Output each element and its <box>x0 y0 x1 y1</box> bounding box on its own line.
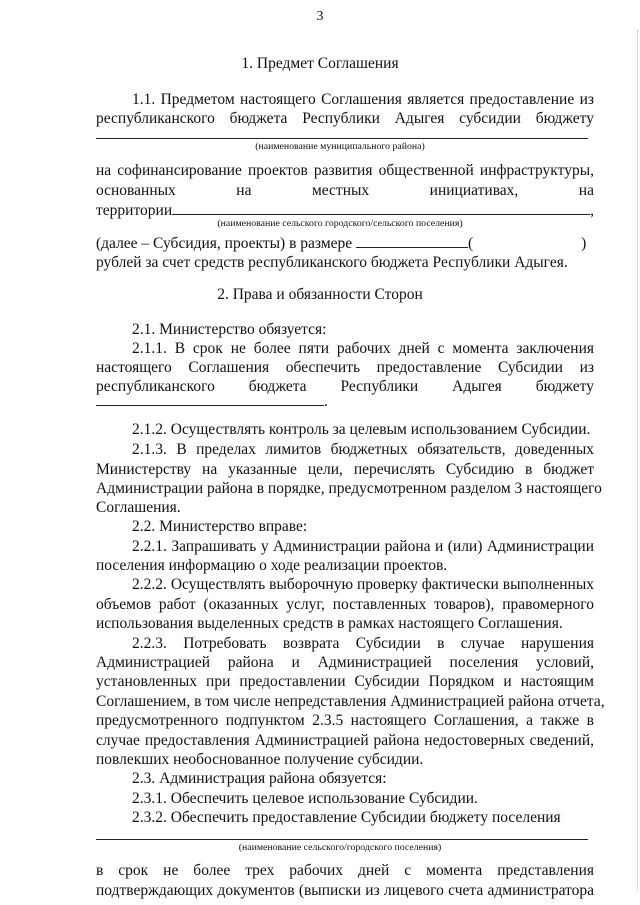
close-paren: ) <box>581 235 587 252</box>
item-2-1-1-line-3: республиканского бюджета Республики Адыгея бюджету <box>96 378 594 395</box>
item-2-2: 2.2. Министерство вправе: <box>132 518 308 535</box>
settlement-name-blank <box>172 202 590 215</box>
para-1-1-line-4: основанных на местных инициативах, на <box>96 182 594 199</box>
item-2-1: 2.1. Министерство обязуется: <box>132 321 327 338</box>
item-2-2-2-line-2: объемов работ (оказанных услуг, поставленных товаров), правомерного <box>96 596 594 613</box>
district-name-blank <box>96 138 588 139</box>
item-2-2-3-line-1: 2.2.3. Потребовать возврата Субсидии в случае нарушения <box>132 635 594 652</box>
settlement-blank <box>96 393 324 406</box>
item-2-2-3-line-6: случае предоставления Администрацией района недостоверных сведений, <box>96 732 594 749</box>
item-2-2-3-line-7: повлекших необоснованное получение субсидии. <box>96 751 424 768</box>
amount-digits-blank <box>356 235 468 248</box>
item-2-1-3-line-2: Министерству на указанные цели, перечислять Субсидию в бюджет <box>96 461 594 478</box>
para-1-1-line-2: республиканского бюджета Республики Адыгея субсидии бюджету <box>96 110 594 127</box>
comma: , <box>590 202 594 219</box>
open-paren: ( <box>468 235 474 252</box>
settlement-name-caption-2: (наименование сельского/городского поселения) <box>238 842 442 853</box>
para-1-1-line-7: рублей за счет средств республиканского бюджета Республики Адыгея. <box>96 254 568 271</box>
para-1-1-line-6 <box>96 235 594 253</box>
district-name-caption: (наименование муниципального района) <box>255 141 425 152</box>
amount-label: (далее – Субсидия, проекты) в размере <box>96 235 353 252</box>
section-2-title: 2. Права и обязанности Сторон <box>217 286 423 303</box>
territory-label: территории <box>96 202 173 219</box>
final-para-line-2: подтверждающих документов (выписки из лицевого счета администратора <box>96 882 594 899</box>
item-2-1-1-line-1: 2.1.1. В срок не более пяти рабочих дней с момента заключения <box>132 340 594 357</box>
item-2-1-1-line-2: настоящего Соглашения обеспечить предоставление Субсидии из <box>96 359 594 376</box>
para-1-1-line-3: на софинансирование проектов развития общественной инфраструктуры, <box>96 162 594 179</box>
item-2-1-1-line-4 <box>96 393 594 411</box>
item-2-3-1: 2.3.1. Обеспечить целевое использование Субсидии. <box>132 790 478 807</box>
item-2-3-2: 2.3.2. Обеспечить предоставление Субсидии бюджету поселения <box>132 809 561 826</box>
scan-edge-mark <box>633 30 638 890</box>
section-1-title: 1. Предмет Соглашения <box>241 55 399 72</box>
item-2-2-3-line-3: установленных при предоставлении Субсидии Порядком и настоящим <box>96 673 594 690</box>
item-2-2-1-line-2: поселения информацию о ходе реализации проектов. <box>96 557 448 574</box>
period: . <box>324 393 328 410</box>
page-number: 3 <box>316 9 324 24</box>
item-2-1-2: 2.1.2. Осуществлять контроль за целевым использованием Субсидии. <box>132 421 591 438</box>
item-2-2-3-line-2: Администрацией района и Администрацией поселения условий, <box>96 654 594 671</box>
item-2-2-1-line-1: 2.2.1. Запрашивать у Администрации района и (или) Администрации <box>132 538 594 555</box>
settlement-name-caption: (наименование сельского городского/сельского поселения) <box>217 218 463 229</box>
item-2-2-3-line-5: предусмотренного подпунктом 2.3.5 настоящего Соглашения, а также в <box>96 712 594 729</box>
item-2-3: 2.3. Администрация района обязуется: <box>132 770 387 787</box>
item-2-1-3-line-4: Соглашения. <box>96 499 181 516</box>
item-2-1-3-line-3: Администрации района в порядке, предусмотренном разделом 3 настоящего <box>96 480 602 497</box>
item-2-2-3-line-4: Соглашением, в том числе непредставления Администрацией района отчета, <box>96 693 605 710</box>
final-para-line-1: в срок не более трех рабочих дней с момента представления <box>96 862 594 879</box>
item-2-2-2-line-3: использования выделенных средств в рамках настоящего Соглашения. <box>96 615 563 632</box>
item-2-1-3-line-1: 2.1.3. В пределах лимитов бюджетных обязательств, доведенных <box>132 441 594 458</box>
para-1-1-line-1: 1.1. Предметом настоящего Соглашения является предоставление из <box>132 91 594 108</box>
item-2-2-2-line-1: 2.2.2. Осуществлять выборочную проверку фактически выполненных <box>132 576 594 593</box>
settlement-name-blank-2 <box>96 839 588 840</box>
